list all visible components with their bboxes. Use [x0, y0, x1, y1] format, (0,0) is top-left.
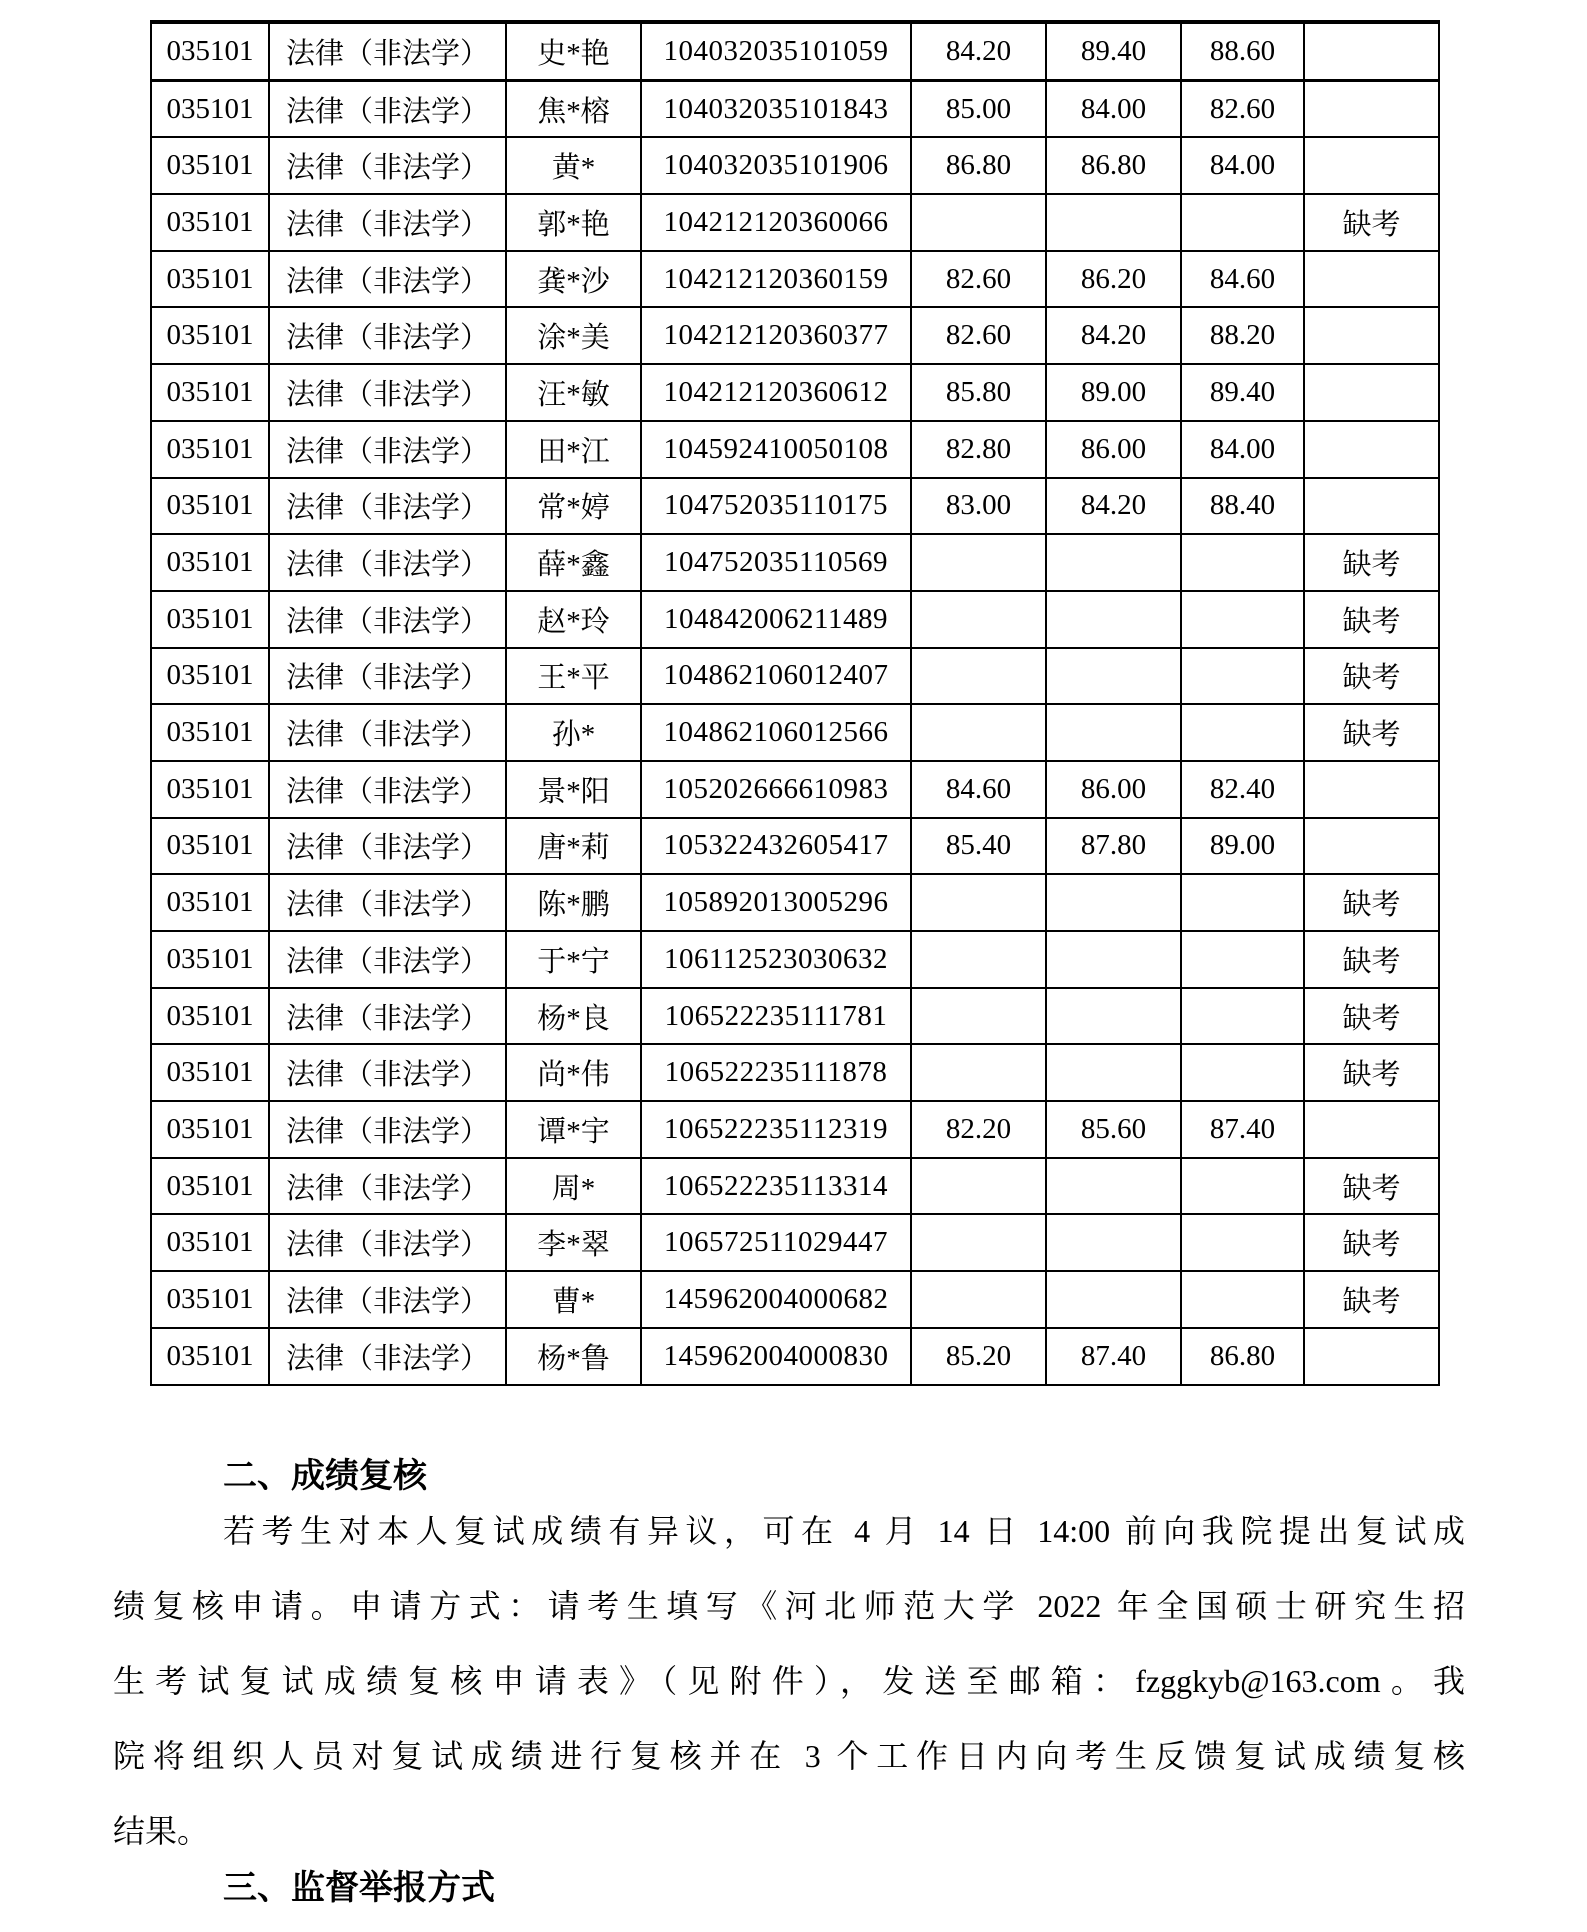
cell-remark: [1304, 251, 1439, 308]
cell-score-1: [911, 534, 1046, 591]
cell-score-3: 84.00: [1181, 137, 1304, 194]
cell-candidate-name: 龚*沙: [506, 251, 641, 308]
cell-major-name: 法律（非法学）: [269, 1101, 506, 1158]
cell-exam-number: 104032035101843: [641, 80, 911, 137]
table-row: [151, 80, 1439, 137]
cell-remark: 缺考: [1304, 874, 1439, 931]
cell-candidate-name: 赵*玲: [506, 591, 641, 648]
cell-score-2: [1046, 1271, 1181, 1328]
cell-score-2: 85.60: [1046, 1101, 1181, 1158]
table-row: [151, 421, 1439, 478]
cell-score-1: [911, 591, 1046, 648]
cell-score-2: [1046, 1044, 1181, 1101]
table-row: [151, 704, 1439, 761]
cell-score-1: [911, 931, 1046, 988]
cell-score-2: 87.40: [1046, 1328, 1181, 1385]
cell-major-code: 035101: [151, 818, 269, 875]
cell-major-name: 法律（非法学）: [269, 988, 506, 1045]
cell-major-name: 法律（非法学）: [269, 137, 506, 194]
cell-candidate-name: 焦*榕: [506, 80, 641, 137]
cell-score-3: [1181, 988, 1304, 1045]
cell-candidate-name: 唐*莉: [506, 818, 641, 875]
cell-major-name: 法律（非法学）: [269, 1044, 506, 1101]
cell-candidate-name: 黄*: [506, 137, 641, 194]
cell-remark: 缺考: [1304, 591, 1439, 648]
paragraph-line: 院将组织人员对复试成绩进行复核并在 3 个工作日内向考生反馈复试成绩复核: [113, 1737, 1465, 1774]
cell-score-2: [1046, 704, 1181, 761]
cell-major-code: 035101: [151, 22, 269, 80]
cell-score-2: 86.00: [1046, 421, 1181, 478]
cell-score-1: 84.60: [911, 761, 1046, 818]
cell-score-1: 85.00: [911, 80, 1046, 137]
cell-major-name: 法律（非法学）: [269, 307, 506, 364]
cell-major-code: 035101: [151, 874, 269, 931]
cell-exam-number: 106522235112319: [641, 1101, 911, 1158]
cell-major-name: 法律（非法学）: [269, 1271, 506, 1328]
cell-exam-number: 104212120360612: [641, 364, 911, 421]
cell-score-3: 88.60: [1181, 22, 1304, 80]
cell-score-3: [1181, 1214, 1304, 1271]
cell-exam-number: 106522235111878: [641, 1044, 911, 1101]
cell-candidate-name: 尚*伟: [506, 1044, 641, 1101]
cell-major-name: 法律（非法学）: [269, 364, 506, 421]
table-row: [151, 761, 1439, 818]
cell-remark: 缺考: [1304, 1271, 1439, 1328]
cell-score-1: 84.20: [911, 22, 1046, 80]
cell-score-1: [911, 874, 1046, 931]
cell-major-name: 法律（非法学）: [269, 421, 506, 478]
cell-remark: 缺考: [1304, 194, 1439, 251]
cell-score-3: 82.40: [1181, 761, 1304, 818]
paragraph-line: 结果。: [113, 1812, 210, 1849]
cell-score-3: [1181, 648, 1304, 705]
cell-remark: [1304, 761, 1439, 818]
cell-score-3: [1181, 1158, 1304, 1215]
table-row: [151, 988, 1439, 1045]
cell-score-1: 85.40: [911, 818, 1046, 875]
cell-score-1: [911, 1214, 1046, 1271]
cell-score-2: [1046, 1214, 1181, 1271]
cell-major-code: 035101: [151, 364, 269, 421]
score-table-body: [151, 22, 1439, 1385]
cell-remark: 缺考: [1304, 988, 1439, 1045]
cell-major-name: 法律（非法学）: [269, 22, 506, 80]
cell-score-1: [911, 1044, 1046, 1101]
cell-major-name: 法律（非法学）: [269, 194, 506, 251]
cell-remark: [1304, 478, 1439, 535]
table-row: [151, 648, 1439, 705]
cell-major-name: 法律（非法学）: [269, 1158, 506, 1215]
cell-major-name: 法律（非法学）: [269, 251, 506, 308]
cell-candidate-name: 杨*鲁: [506, 1328, 641, 1385]
cell-score-1: 82.60: [911, 251, 1046, 308]
table-row: [151, 874, 1439, 931]
cell-score-1: [911, 704, 1046, 761]
cell-candidate-name: 王*平: [506, 648, 641, 705]
cell-remark: 缺考: [1304, 1044, 1439, 1101]
cell-candidate-name: 景*阳: [506, 761, 641, 818]
cell-exam-number: 104212120360377: [641, 307, 911, 364]
cell-candidate-name: 陈*鹏: [506, 874, 641, 931]
cell-remark: [1304, 364, 1439, 421]
cell-major-code: 035101: [151, 421, 269, 478]
cell-remark: [1304, 1101, 1439, 1158]
cell-major-name: 法律（非法学）: [269, 478, 506, 535]
cell-score-3: 84.00: [1181, 421, 1304, 478]
cell-major-code: 035101: [151, 137, 269, 194]
cell-score-3: 89.00: [1181, 818, 1304, 875]
cell-major-code: 035101: [151, 194, 269, 251]
cell-score-1: 85.20: [911, 1328, 1046, 1385]
cell-major-name: 法律（非法学）: [269, 648, 506, 705]
cell-candidate-name: 于*宁: [506, 931, 641, 988]
cell-candidate-name: 涂*美: [506, 307, 641, 364]
cell-score-3: 88.20: [1181, 307, 1304, 364]
cell-exam-number: 104592410050108: [641, 421, 911, 478]
cell-score-2: 89.00: [1046, 364, 1181, 421]
cell-score-1: 83.00: [911, 478, 1046, 535]
cell-major-code: 035101: [151, 1214, 269, 1271]
cell-major-code: 035101: [151, 761, 269, 818]
cell-exam-number: 105202666610983: [641, 761, 911, 818]
cell-score-3: 88.40: [1181, 478, 1304, 535]
cell-major-name: 法律（非法学）: [269, 591, 506, 648]
cell-score-2: 89.40: [1046, 22, 1181, 80]
cell-major-code: 035101: [151, 1158, 269, 1215]
cell-remark: [1304, 22, 1439, 80]
cell-candidate-name: 郭*艳: [506, 194, 641, 251]
cell-candidate-name: 孙*: [506, 704, 641, 761]
cell-score-3: 87.40: [1181, 1101, 1304, 1158]
paragraph-line: 绩复核申请。申请方式：请考生填写《河北师范大学 2022 年全国硕士研究生招: [113, 1587, 1465, 1624]
table-row: [151, 818, 1439, 875]
cell-candidate-name: 李*翠: [506, 1214, 641, 1271]
cell-exam-number: 104752035110569: [641, 534, 911, 591]
cell-major-name: 法律（非法学）: [269, 80, 506, 137]
cell-candidate-name: 田*江: [506, 421, 641, 478]
cell-score-1: 85.80: [911, 364, 1046, 421]
cell-exam-number: 106522235111781: [641, 988, 911, 1045]
cell-score-1: [911, 1271, 1046, 1328]
cell-remark: [1304, 307, 1439, 364]
cell-score-2: [1046, 1158, 1181, 1215]
cell-exam-number: 104212120360066: [641, 194, 911, 251]
cell-remark: 缺考: [1304, 1214, 1439, 1271]
cell-score-1: 86.80: [911, 137, 1046, 194]
cell-exam-number: 104212120360159: [641, 251, 911, 308]
cell-score-2: [1046, 931, 1181, 988]
cell-major-code: 035101: [151, 988, 269, 1045]
table-row: [151, 251, 1439, 308]
cell-score-2: [1046, 591, 1181, 648]
cell-score-3: [1181, 704, 1304, 761]
cell-remark: [1304, 137, 1439, 194]
cell-candidate-name: 薛*鑫: [506, 534, 641, 591]
cell-score-1: [911, 988, 1046, 1045]
cell-remark: 缺考: [1304, 931, 1439, 988]
section-heading-supervision-report: 三、监督举报方式: [223, 1868, 495, 1907]
cell-score-3: [1181, 931, 1304, 988]
cell-candidate-name: 常*婷: [506, 478, 641, 535]
cell-score-3: 86.80: [1181, 1328, 1304, 1385]
table-row: [151, 1271, 1439, 1328]
cell-score-3: 89.40: [1181, 364, 1304, 421]
table-row: [151, 22, 1439, 80]
cell-major-code: 035101: [151, 1101, 269, 1158]
paragraph-line: 生考试复试成绩复核申请表》（见附件），发送至邮箱：fzggkyb@163.com。我: [113, 1662, 1465, 1699]
cell-score-2: 84.20: [1046, 307, 1181, 364]
cell-score-2: [1046, 534, 1181, 591]
cell-exam-number: 145962004000682: [641, 1271, 911, 1328]
cell-score-2: [1046, 648, 1181, 705]
cell-exam-number: 106522235113314: [641, 1158, 911, 1215]
cell-score-1: [911, 648, 1046, 705]
cell-major-name: 法律（非法学）: [269, 761, 506, 818]
cell-score-3: 84.60: [1181, 251, 1304, 308]
cell-exam-number: 145962004000830: [641, 1328, 911, 1385]
cell-candidate-name: 曹*: [506, 1271, 641, 1328]
cell-remark: [1304, 421, 1439, 478]
cell-remark: 缺考: [1304, 534, 1439, 591]
paragraph-line: 若考生对本人复试成绩有异议，可在 4 月 14 日 14:00 前向我院提出复试成: [223, 1512, 1465, 1549]
cell-major-code: 035101: [151, 478, 269, 535]
cell-score-2: 86.20: [1046, 251, 1181, 308]
section-heading-score-review: 二、成绩复核: [223, 1456, 427, 1495]
cell-major-code: 035101: [151, 251, 269, 308]
table-row: [151, 1214, 1439, 1271]
table-row: [151, 307, 1439, 364]
cell-major-code: 035101: [151, 1271, 269, 1328]
cell-candidate-name: 史*艳: [506, 22, 641, 80]
table-row: [151, 591, 1439, 648]
cell-score-3: [1181, 591, 1304, 648]
cell-score-1: [911, 1158, 1046, 1215]
cell-candidate-name: 汪*敏: [506, 364, 641, 421]
cell-exam-number: 104032035101906: [641, 137, 911, 194]
cell-major-code: 035101: [151, 534, 269, 591]
cell-score-2: 84.00: [1046, 80, 1181, 137]
cell-score-3: [1181, 874, 1304, 931]
cell-score-1: [911, 194, 1046, 251]
cell-score-2: [1046, 194, 1181, 251]
cell-score-1: 82.60: [911, 307, 1046, 364]
cell-score-3: [1181, 194, 1304, 251]
table-row: [151, 478, 1439, 535]
cell-exam-number: 104862106012566: [641, 704, 911, 761]
cell-exam-number: 104842006211489: [641, 591, 911, 648]
table-row: [151, 534, 1439, 591]
cell-candidate-name: 周*: [506, 1158, 641, 1215]
cell-major-name: 法律（非法学）: [269, 1214, 506, 1271]
cell-remark: [1304, 818, 1439, 875]
table-row: [151, 1158, 1439, 1215]
cell-score-2: 86.00: [1046, 761, 1181, 818]
table-row: [151, 931, 1439, 988]
cell-major-code: 035101: [151, 931, 269, 988]
table-row: [151, 194, 1439, 251]
cell-score-2: 87.80: [1046, 818, 1181, 875]
cell-exam-number: 106572511029447: [641, 1214, 911, 1271]
cell-exam-number: 105892013005296: [641, 874, 911, 931]
cell-major-name: 法律（非法学）: [269, 874, 506, 931]
cell-score-2: [1046, 988, 1181, 1045]
cell-major-name: 法律（非法学）: [269, 534, 506, 591]
cell-score-3: [1181, 1044, 1304, 1101]
cell-remark: 缺考: [1304, 1158, 1439, 1215]
cell-major-name: 法律（非法学）: [269, 704, 506, 761]
table-row: [151, 1328, 1439, 1385]
cell-score-3: [1181, 1271, 1304, 1328]
cell-major-code: 035101: [151, 80, 269, 137]
cell-major-name: 法律（非法学）: [269, 931, 506, 988]
table-row: [151, 137, 1439, 194]
cell-exam-number: 104752035110175: [641, 478, 911, 535]
cell-score-2: 84.20: [1046, 478, 1181, 535]
cell-major-code: 035101: [151, 1328, 269, 1385]
cell-score-1: 82.80: [911, 421, 1046, 478]
cell-score-3: [1181, 534, 1304, 591]
cell-major-name: 法律（非法学）: [269, 818, 506, 875]
cell-remark: [1304, 1328, 1439, 1385]
cell-major-code: 035101: [151, 1044, 269, 1101]
cell-candidate-name: 杨*良: [506, 988, 641, 1045]
cell-score-2: 86.80: [1046, 137, 1181, 194]
score-review-paragraph: [113, 1494, 1465, 1869]
cell-remark: 缺考: [1304, 648, 1439, 705]
table-row: [151, 1044, 1439, 1101]
cell-exam-number: 104862106012407: [641, 648, 911, 705]
cell-exam-number: 105322432605417: [641, 818, 911, 875]
score-table: [150, 20, 1440, 1386]
cell-exam-number: 106112523030632: [641, 931, 911, 988]
cell-remark: [1304, 80, 1439, 137]
cell-major-code: 035101: [151, 704, 269, 761]
table-row: [151, 1101, 1439, 1158]
cell-major-code: 035101: [151, 648, 269, 705]
cell-score-3: 82.60: [1181, 80, 1304, 137]
cell-candidate-name: 谭*宇: [506, 1101, 641, 1158]
cell-score-2: [1046, 874, 1181, 931]
cell-remark: 缺考: [1304, 704, 1439, 761]
cell-score-1: 82.20: [911, 1101, 1046, 1158]
cell-major-code: 035101: [151, 591, 269, 648]
cell-major-code: 035101: [151, 307, 269, 364]
cell-major-name: 法律（非法学）: [269, 1328, 506, 1385]
table-row: [151, 364, 1439, 421]
cell-exam-number: 104032035101059: [641, 22, 911, 80]
